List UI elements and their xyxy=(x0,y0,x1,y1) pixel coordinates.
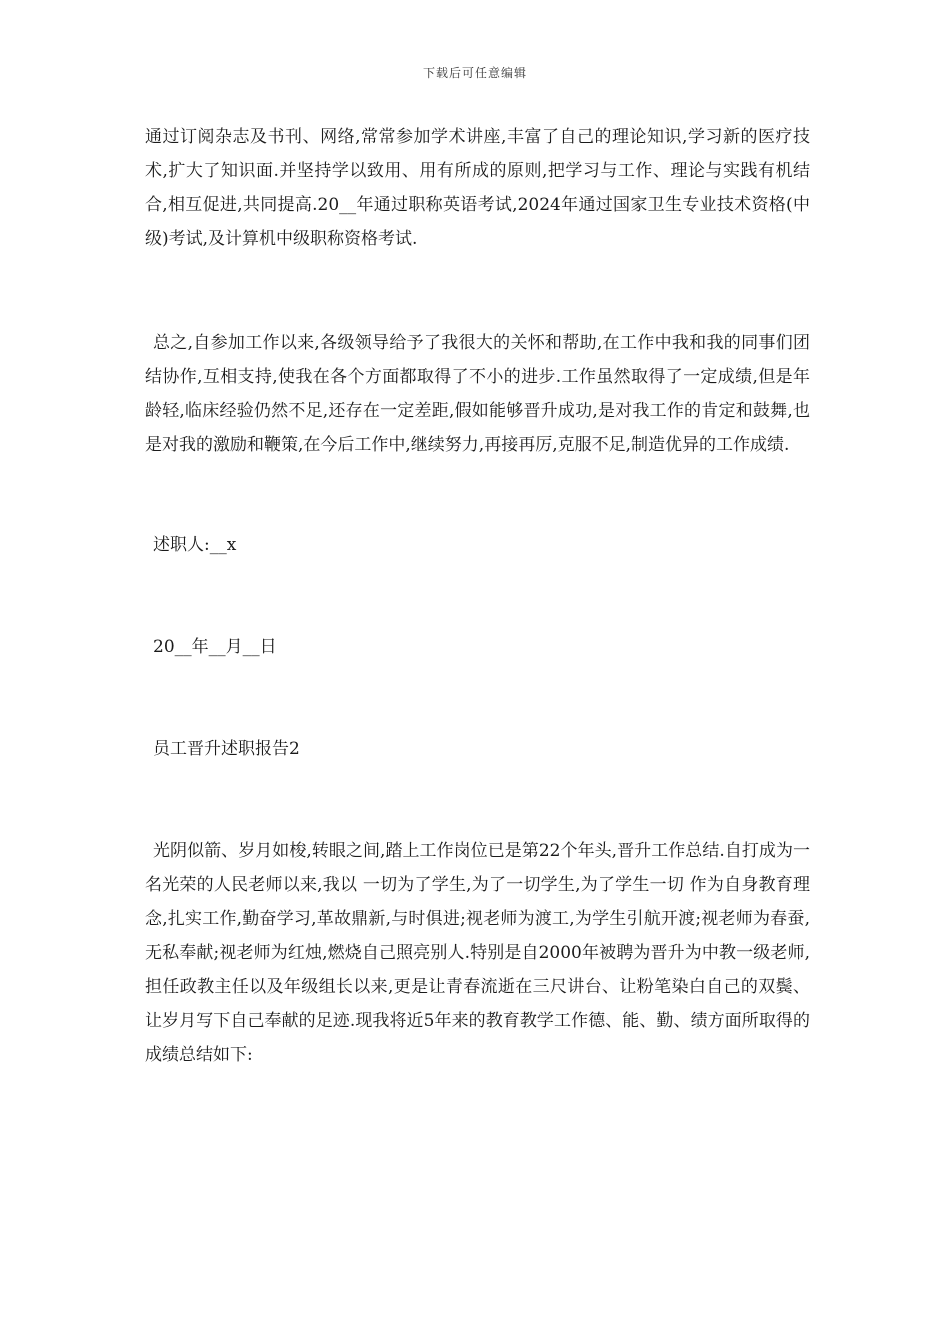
paragraph-study: 通过订阅杂志及书刊、网络,常常参加学术讲座,丰富了自己的理论知识,学习新的医疗技术,扩大了知识面.并坚持学以致用、用有所成的原则,把学习与工作、理论与实践有机结合,相互促进,共同提高.20__年通过职称英语考试,2024年通过国家卫生专业技术资格(中级)考试,及计算机中级职称资格考试. xyxy=(145,127,810,249)
section-title: 员工晋升述职报告2 xyxy=(153,739,300,759)
document-body xyxy=(145,120,810,1072)
paragraph-summary: 总之,自参加工作以来,各级领导给予了我很大的关怀和帮助,在工作中我和我的同事们团结协作,互相支持,使我在各个方面都取得了不小的进步.工作虽然取得了一定成绩,但是年龄轻,临床经验仍然不足,还存在一定差距,假如能够晋升成功,是对我工作的肯定和鼓舞,也是对我的激励和鞭策,在今后工作中,继续努力,再接再厉,克服不足,制造优异的工作成绩. xyxy=(145,333,810,455)
header-note: 下载后可任意编辑 xyxy=(422,66,527,80)
date-line: 20__年__月__日 xyxy=(153,637,277,657)
paragraph-intro: 光阴似箭、岁月如梭,转眼之间,踏上工作岗位已是第22个年头,晋升工作总结.自打成为一名光荣的人民老师以来,我以 一切为了学生,为了一切学生,为了学生一切 作为自身教育理念,扎实工作,勤奋学习,革故鼎新,与时俱进;视老师为渡工,为学生引航开渡;视老师为春蚕,无私奉献;视老师为红烛,燃烧自己照亮别人.特别是自2000年被聘为晋升为中教一级老师,担任政教主任以及年级组长以来,更是让青春流逝在三尺讲台、让粉笔染白自己的双鬓、让岁月写下自己奉献的足迹.现我将近5年来的教育教学工作德、能、勤、绩方面所取得的成绩总结如下: xyxy=(145,841,810,1065)
signature-line: 述职人:__x xyxy=(153,535,237,555)
